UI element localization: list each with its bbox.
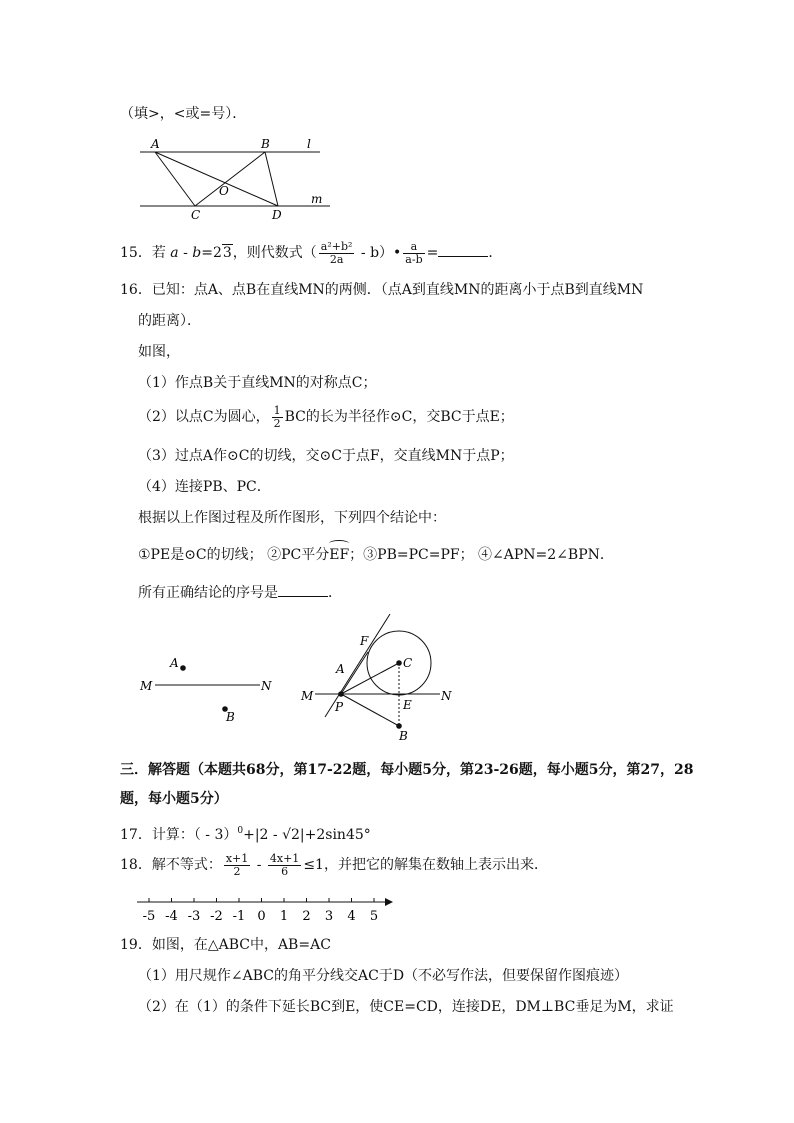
q17-rest: +|2 - √2|+2sin45° xyxy=(243,827,371,843)
question-17 xyxy=(120,821,371,845)
fig14-label-l: l xyxy=(307,137,311,151)
q16-line-2: 的距离）． xyxy=(138,313,201,329)
q18-f1-denominator: 2 xyxy=(233,864,241,878)
fig16a-label-a: A xyxy=(170,656,179,670)
q15-f1-numerator: a²+b² xyxy=(320,239,353,253)
q16-step-2 xyxy=(138,404,514,430)
fig16b-label-c: C xyxy=(403,656,413,670)
q16-half-fraction xyxy=(272,405,283,430)
q16-question: 根据以上作图过程及所作图形，下列四个结论中： xyxy=(138,510,446,526)
q18-fraction-1 xyxy=(224,853,250,878)
q15-f2-denominator: a-b xyxy=(405,252,423,266)
q14-tail-text: （填>，<或=号）． xyxy=(120,106,247,122)
question-18 xyxy=(120,850,548,880)
fig16b-label-p: P xyxy=(335,700,344,714)
q15-fraction-2 xyxy=(403,241,424,266)
number-line-tick-label: -4 xyxy=(165,909,178,924)
q16-arc-ef xyxy=(329,545,349,565)
q18-f1-numerator: x+1 xyxy=(225,851,249,865)
number-line-tick-label: 4 xyxy=(347,909,356,924)
q18-tail: ≤1，并把它的解集在数轴上表示出来． xyxy=(303,857,548,873)
number-line-tick-label: -5 xyxy=(142,909,156,924)
q16-answer-blank[interactable] xyxy=(278,582,328,597)
fig16a-label-m: M xyxy=(140,679,153,693)
number-line-tick-label: 0 xyxy=(257,909,266,924)
q15-sqrt-3: 3 xyxy=(222,245,232,261)
q16-ask: 所有正确结论的序号是 ． xyxy=(138,582,342,603)
q16-line-3: 如图， xyxy=(138,344,180,360)
q18-f2-numerator: 4x+1 xyxy=(269,851,300,865)
arc-mark-icon xyxy=(329,540,349,547)
fig16a-label-n: N xyxy=(261,679,272,693)
q16-step-1: （1）作点B关于直线MN的对称点C； xyxy=(138,375,377,391)
number-line-tick-label: -1 xyxy=(232,909,246,924)
q15-answer-blank[interactable] xyxy=(438,242,488,257)
q16-half-num: 1 xyxy=(273,403,281,417)
section-3-header-line-2: 题，每小题5分） xyxy=(120,791,228,807)
number-line-tick-label: 1 xyxy=(279,909,289,924)
q16-conclusions xyxy=(138,545,614,565)
figure-q14 xyxy=(135,135,335,230)
q18-f2-denominator: 6 xyxy=(281,864,289,878)
q16-arc-label: EF xyxy=(329,547,350,563)
q15-cond-b: b xyxy=(192,245,202,261)
fig14-label-m: m xyxy=(311,192,323,206)
q19-line-1: 19．如图，在△ABC中，AB=AC xyxy=(120,937,331,953)
q15-cond-eq: =2 xyxy=(201,245,222,261)
fig16b-label-a: A xyxy=(336,662,345,676)
number-line-tick-label: -2 xyxy=(210,909,223,924)
fig16b-label-e: E xyxy=(403,698,412,712)
q18-fraction-2 xyxy=(268,853,301,878)
figure-q16-right xyxy=(295,610,475,750)
q16-half-den: 2 xyxy=(273,416,281,430)
q18-label: 18．解不等式： xyxy=(120,857,222,873)
question-15: 15．若 a - b=23，则代数式（ $\frac{\text{a²+b²}}{2a}$ - b）• $\frac{a}{a-b}$ = ． xyxy=(120,239,503,266)
arrow-right-icon xyxy=(385,898,393,906)
q16-step-2-b: BC的长为半径作⊙C，交BC于点E； xyxy=(284,409,514,425)
q17-exponent: 0 xyxy=(237,826,244,836)
q15-cond-minus: - xyxy=(178,245,193,261)
q16-line-1: 16．已知：点A、点B在直线MN的两侧．（点A到直线MN的距离小于点B到直线MN xyxy=(120,282,644,298)
number-line-tick-label: -3 xyxy=(187,909,201,924)
q19-line-3: （2）在（1）的条件下延长BC到E，使CE=CD，连接DE，DM⊥BC垂足为M，求证 xyxy=(138,999,674,1015)
fig14-label-a: A xyxy=(151,137,160,151)
fig14-label-o: O xyxy=(219,184,229,198)
q16-conclusion-2: ；③PB=PC=PF； ④∠APN=2∠BPN． xyxy=(349,547,614,563)
q15-number: 15．若 xyxy=(120,245,171,261)
q15-cond-a: a xyxy=(170,245,179,261)
fig16b-label-m: M xyxy=(301,689,314,703)
q16-step-3: （3）过点A作⊙C的切线，交⊙C于点F，交直线MN于点P； xyxy=(138,448,514,464)
number-line-tick-label: 5 xyxy=(369,909,379,924)
fig16b-label-b: B xyxy=(399,729,408,743)
q18-minus: - xyxy=(252,857,266,873)
q15-fraction-1 xyxy=(319,241,355,266)
fig16b-label-f: F xyxy=(360,634,369,648)
number-line xyxy=(135,890,395,930)
fig14-label-c: C xyxy=(191,208,201,222)
q15-f2-numerator: a xyxy=(403,241,424,254)
fig16b-label-n: N xyxy=(441,689,452,703)
q19-line-2: （1）用尺规作∠ABC的角平分线交AC于D（不必写作法，但要保留作图痕迹） xyxy=(138,968,629,984)
q16-step-2-a: （2）以点C为圆心， xyxy=(138,409,270,425)
q16-ask-text: 所有正确结论的序号是 xyxy=(138,585,278,601)
q16-step-4: （4）连接PB、PC． xyxy=(138,479,271,495)
q15-minus-b: - b）• xyxy=(356,245,402,261)
fig14-label-b: B xyxy=(261,137,270,151)
q15-text: ，则代数式（ xyxy=(232,245,317,261)
number-line-tick-label: 3 xyxy=(324,909,334,924)
q17-text: 17．计算：（ - 3） xyxy=(120,827,238,843)
q15-equals: = xyxy=(426,245,439,261)
q16-conclusion-1: ①PE是⊙C的切线； ②PC平分 xyxy=(138,547,330,563)
number-line-tick-label: 2 xyxy=(302,909,311,924)
fig14-label-d: D xyxy=(272,208,282,222)
q15-f1-denominator: 2a xyxy=(329,252,344,266)
figure-q16-left xyxy=(135,650,295,740)
fig16a-label-b: B xyxy=(226,710,235,724)
section-3-header-line-1: 三．解答题（本题共68分，第17-22题，每小题5分，第23-26题，每小题5分，第27，28 xyxy=(120,762,694,778)
